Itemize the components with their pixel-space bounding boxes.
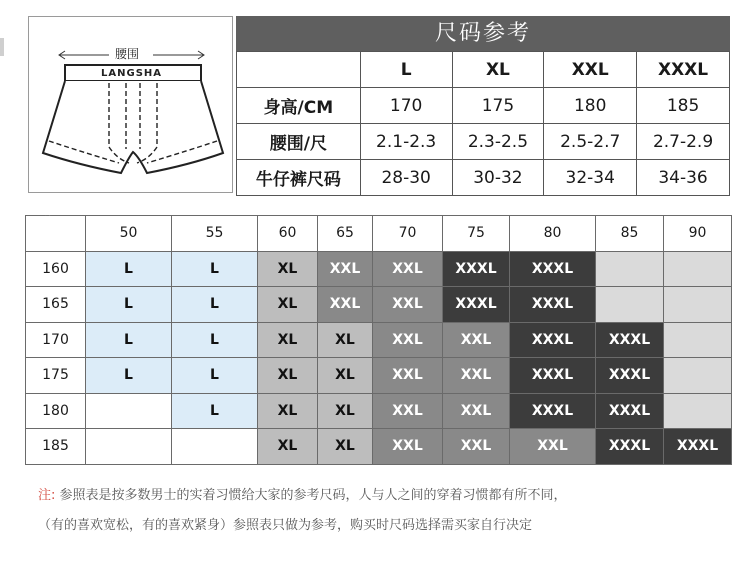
size-row-jeans — [237, 160, 730, 196]
weight-header: 80 — [510, 216, 596, 252]
weight-header-row — [26, 216, 732, 252]
size-cell — [664, 358, 732, 394]
matrix-row — [26, 322, 732, 358]
note-label: 注: — [38, 488, 56, 503]
size-cell: XXL — [373, 393, 443, 429]
size-cell: XXL — [373, 358, 443, 394]
waist-label: 腰围 — [115, 47, 140, 61]
matrix-corner — [26, 216, 86, 252]
height-header: 180 — [26, 393, 86, 429]
size-value: 170 — [360, 88, 452, 124]
size-cell: XXL — [443, 393, 510, 429]
size-cell: XXL — [443, 322, 510, 358]
size-cell: L — [86, 322, 172, 358]
size-header-row — [237, 52, 730, 88]
note-line-2: （有的喜欢宽松，有的喜欢紧身）参照表只做为参考，购买时尺码选择需买家自行决定 — [38, 518, 533, 533]
height-weight-matrix — [25, 215, 732, 465]
height-header: 175 — [26, 358, 86, 394]
size-cell: XXXL — [596, 429, 664, 465]
matrix-row — [26, 393, 732, 429]
size-header-blank — [237, 52, 361, 88]
size-cell: XL — [258, 393, 318, 429]
weight-axis-label: 体重/kg — [43, 217, 81, 228]
size-row-height — [237, 88, 730, 124]
size-value: 2.3-2.5 — [452, 124, 544, 160]
size-value: 34-36 — [637, 160, 730, 196]
size-cell: XXXL — [510, 393, 596, 429]
size-header: L — [360, 52, 452, 88]
row-label: 牛仔裤尺码 — [237, 160, 361, 196]
size-cell: XXL — [318, 251, 373, 287]
weight-header: 70 — [373, 216, 443, 252]
size-header: XL — [452, 52, 544, 88]
size-cell: XXL — [373, 251, 443, 287]
size-cell: L — [86, 358, 172, 394]
size-cell: L — [172, 287, 258, 323]
size-cell: XXL — [318, 287, 373, 323]
size-value: 30-32 — [452, 160, 544, 196]
weight-header: 75 — [443, 216, 510, 252]
size-cell: XL — [318, 322, 373, 358]
size-cell: L — [172, 358, 258, 394]
size-value: 185 — [637, 88, 730, 124]
matrix-row — [26, 251, 732, 287]
size-cell: XL — [258, 251, 318, 287]
weight-header: 65 — [318, 216, 373, 252]
height-axis-label: 身高/CM — [28, 237, 69, 249]
size-cell: XXL — [373, 322, 443, 358]
size-cell: L — [86, 251, 172, 287]
size-cell: XXXL — [443, 251, 510, 287]
size-cell: XXL — [510, 429, 596, 465]
size-cell: XXXL — [510, 322, 596, 358]
size-cell: XL — [258, 287, 318, 323]
size-row-waist — [237, 124, 730, 160]
weight-header: 85 — [596, 216, 664, 252]
size-cell: XL — [318, 393, 373, 429]
size-cell: XXL — [443, 358, 510, 394]
size-cell: XXXL — [664, 429, 732, 465]
size-reference-table — [236, 51, 730, 196]
size-cell — [172, 429, 258, 465]
size-cell — [86, 429, 172, 465]
size-cell: XL — [258, 429, 318, 465]
size-cell: L — [86, 287, 172, 323]
weight-header: 50 — [86, 216, 172, 252]
size-value: 180 — [544, 88, 637, 124]
weight-header: 60 — [258, 216, 318, 252]
note-line-1 — [38, 484, 567, 503]
size-value: 2.5-2.7 — [544, 124, 637, 160]
brand-label: LANGSHA — [101, 68, 162, 79]
size-cell: XXXL — [443, 287, 510, 323]
boxer-brief-diagram — [29, 17, 232, 192]
size-cell — [596, 251, 664, 287]
weight-header: 55 — [172, 216, 258, 252]
size-cell: L — [172, 393, 258, 429]
height-header: 170 — [26, 322, 86, 358]
height-header: 185 — [26, 429, 86, 465]
size-cell: XL — [318, 429, 373, 465]
size-value: 175 — [452, 88, 544, 124]
size-value: 32-34 — [544, 160, 637, 196]
size-cell — [664, 287, 732, 323]
size-cell: XXXL — [596, 358, 664, 394]
size-cell: XL — [258, 358, 318, 394]
size-cell: L — [172, 322, 258, 358]
size-value: 2.7-2.9 — [637, 124, 730, 160]
size-cell: XXXL — [510, 251, 596, 287]
size-cell — [664, 251, 732, 287]
size-cell: XXL — [373, 429, 443, 465]
size-cell: XXXL — [596, 393, 664, 429]
size-cell — [664, 393, 732, 429]
underwear-illustration — [28, 16, 233, 193]
note-text-1: 参照表是按多数男士的实着习惯给大家的参考尺码，人与人之间的穿着习惯都有所不同， — [59, 488, 567, 503]
size-cell: XL — [318, 358, 373, 394]
size-cell — [86, 393, 172, 429]
size-cell: XL — [258, 322, 318, 358]
size-table-title: 尺码参考 — [236, 16, 730, 51]
size-cell: XXXL — [510, 358, 596, 394]
size-cell — [596, 287, 664, 323]
size-value: 28-30 — [360, 160, 452, 196]
size-cell: XXXL — [596, 322, 664, 358]
matrix-row — [26, 429, 732, 465]
size-cell: XXL — [443, 429, 510, 465]
row-label: 腰围/尺 — [237, 124, 361, 160]
edge-marker — [0, 38, 4, 56]
size-header: XXL — [544, 52, 637, 88]
row-label: 身高/CM — [237, 88, 361, 124]
matrix-row — [26, 287, 732, 323]
matrix-row — [26, 358, 732, 394]
size-cell — [664, 322, 732, 358]
size-header: XXXL — [637, 52, 730, 88]
size-cell: XXL — [373, 287, 443, 323]
height-header: 165 — [26, 287, 86, 323]
size-cell: L — [172, 251, 258, 287]
weight-header: 90 — [664, 216, 732, 252]
size-cell: XXXL — [510, 287, 596, 323]
height-header: 160 — [26, 251, 86, 287]
size-value: 2.1-2.3 — [360, 124, 452, 160]
